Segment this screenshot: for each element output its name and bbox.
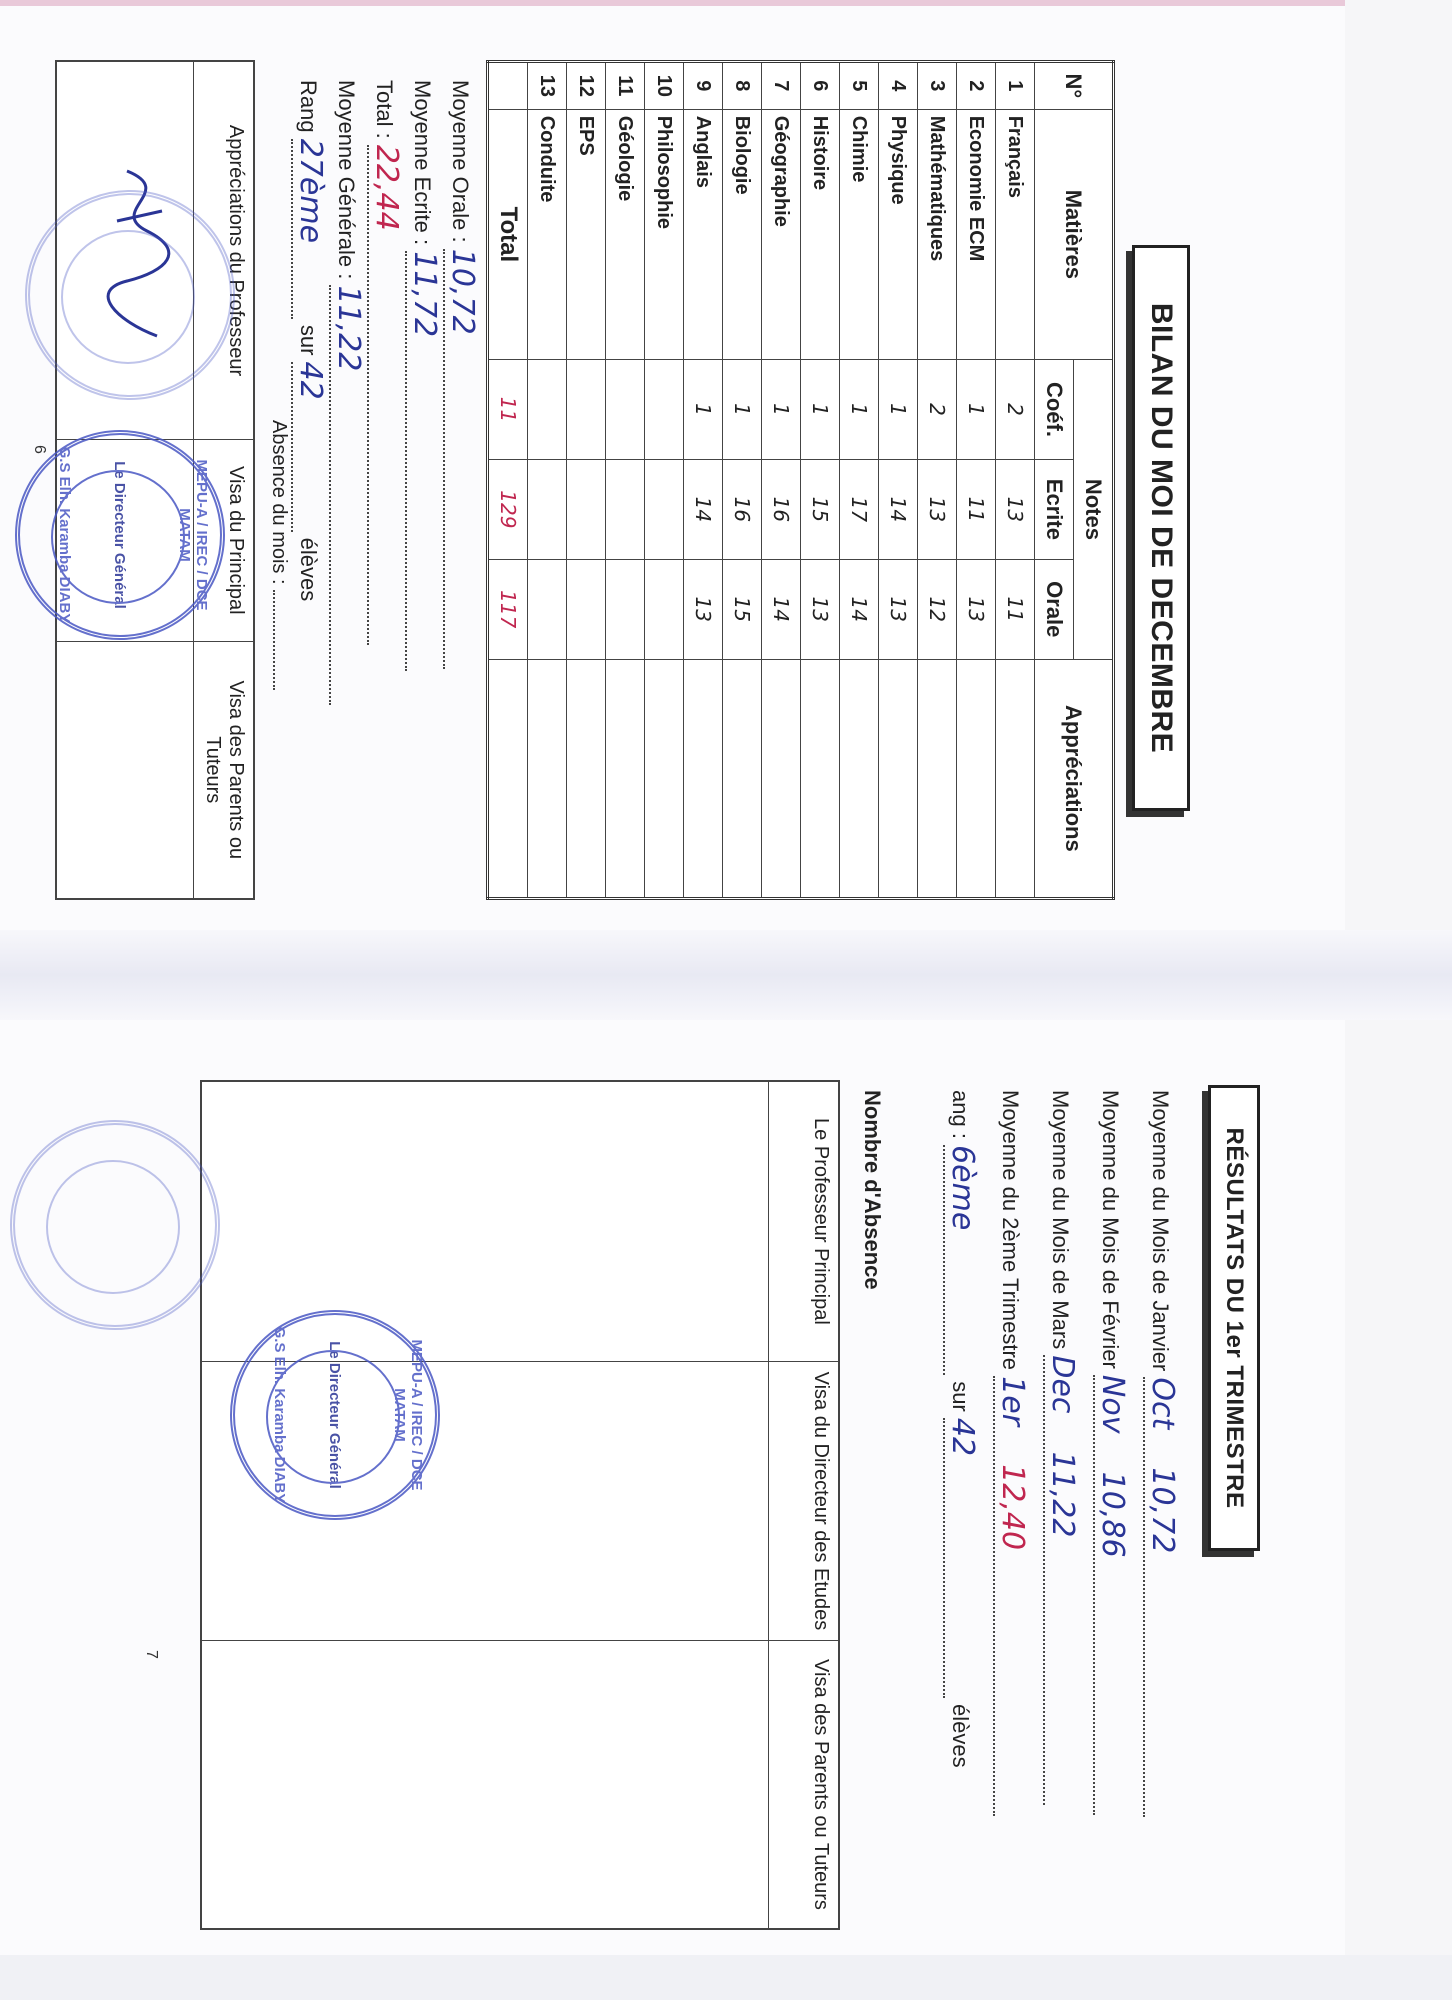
stamp-center-text: Le Directeur Général	[111, 461, 128, 609]
total-orale: 117	[488, 559, 528, 659]
stamp2-ring-text: MEPU-A / IREC / DCE MATAM	[391, 1339, 425, 1491]
total-label: Total	[488, 109, 528, 359]
trim-value-4: 12,40	[995, 1464, 1030, 1551]
moyenne-orale-label: Moyenne Orale :	[448, 80, 473, 243]
row-orale: 12	[918, 559, 957, 659]
header-coef: Coéf.	[1035, 360, 1074, 460]
row-coef	[528, 360, 567, 460]
row-orale: 15	[723, 559, 762, 659]
december-title: BILAN DU MOI DE DECEMBRE	[1132, 245, 1190, 811]
row-subject: Biologie	[723, 109, 762, 359]
row-orale	[567, 559, 606, 659]
trimester-title: RÉSULTATS DU 1er TRIMESTRE	[1208, 1085, 1260, 1551]
rang-label: Rang	[296, 80, 321, 133]
total-line	[367, 80, 404, 645]
header-num: N°	[1035, 62, 1114, 110]
table-row	[996, 62, 1035, 899]
moyenne-ecrite-value: 11,72	[405, 251, 442, 671]
official-stamp-2	[230, 1310, 440, 1520]
bottom-margin	[0, 1955, 1452, 2000]
row-num: 10	[645, 62, 684, 110]
trim-eleves-label: élèves	[948, 1704, 973, 1768]
trim-value-3: 11,22	[1045, 1451, 1080, 1538]
total-row	[488, 62, 528, 899]
row-num: 7	[762, 62, 801, 110]
row-ecrite: 13	[918, 459, 957, 559]
table-row	[606, 62, 645, 899]
total-coef: 11	[488, 360, 528, 460]
row-ecrite	[645, 459, 684, 559]
row-coef	[645, 360, 684, 460]
trim-line-3	[1043, 1090, 1080, 1805]
row-orale: 11	[996, 559, 1035, 659]
trim-sig-parents-box	[201, 1640, 769, 1929]
table-row	[723, 62, 762, 899]
trim-line-1	[1143, 1090, 1180, 1817]
row-ecrite: 13	[996, 459, 1035, 559]
absence-label: Absence du mois :	[268, 420, 290, 585]
row-ecrite	[606, 459, 645, 559]
row-appreciation	[567, 659, 606, 898]
row-num: 9	[684, 62, 723, 110]
row-ecrite: 14	[879, 459, 918, 559]
row-coef: 1	[840, 360, 879, 460]
row-appreciation	[801, 659, 840, 898]
row-num: 1	[996, 62, 1035, 110]
total-ecrite: 129	[488, 459, 528, 559]
trim-rang-label: ang :	[948, 1090, 973, 1139]
row-coef: 1	[801, 360, 840, 460]
row-ecrite: 16	[762, 459, 801, 559]
header-subject: Matières	[1035, 109, 1114, 359]
page-number: 6	[31, 445, 48, 454]
stamp-bottom-text: G.S Elh. Karamba DIABY	[56, 446, 73, 624]
row-subject: Géologie	[606, 109, 645, 359]
header-appreciations: Appréciations	[1035, 659, 1114, 898]
row-appreciation	[528, 659, 567, 898]
trimester-page	[50, 1080, 1270, 1930]
header-ecrite: Ecrite	[1035, 459, 1074, 559]
row-subject: Histoire	[801, 109, 840, 359]
row-orale	[606, 559, 645, 659]
row-ecrite: 15	[801, 459, 840, 559]
sig-principal-label: Visa du Principal	[194, 440, 254, 642]
row-orale	[645, 559, 684, 659]
trim-line-2	[1093, 1090, 1130, 1815]
table-row	[918, 62, 957, 899]
row-ecrite: 16	[723, 459, 762, 559]
row-coef: 1	[723, 360, 762, 460]
sig-parents-label: Visa des Parents ou Tuteurs	[194, 641, 254, 899]
row-orale: 13	[879, 559, 918, 659]
row-appreciation	[918, 659, 957, 898]
faint-stamp-imprint	[25, 190, 235, 400]
row-orale: 14	[840, 559, 879, 659]
row-ecrite	[567, 459, 606, 559]
row-coef: 1	[762, 360, 801, 460]
row-coef	[606, 360, 645, 460]
row-num: 12	[567, 62, 606, 110]
row-num: 13	[528, 62, 567, 110]
page-number-7: 7	[143, 1650, 160, 1659]
row-ecrite	[528, 459, 567, 559]
trim-value-1: 10,72	[1145, 1467, 1180, 1554]
grades-table	[486, 60, 1115, 900]
row-subject: Chimie	[840, 109, 879, 359]
row-subject: EPS	[567, 109, 606, 359]
trim-sig-professeur-label: Le Professeur Principal	[769, 1081, 839, 1361]
trim-label-1: Moyenne du Mois de Janvier	[1148, 1090, 1173, 1372]
trim-line-4	[993, 1090, 1030, 1816]
row-appreciation	[996, 659, 1035, 898]
december-page	[31, 60, 1210, 900]
trim-sig-directeur-label: Visa du Directeur des Etudes	[769, 1361, 839, 1640]
table-row	[957, 62, 996, 899]
row-appreciation	[957, 659, 996, 898]
trim-label-2: Moyenne du Mois de Février	[1098, 1090, 1123, 1369]
row-appreciation	[684, 659, 723, 898]
row-subject: Philosophie	[645, 109, 684, 359]
row-orale	[528, 559, 567, 659]
row-appreciation	[606, 659, 645, 898]
row-num: 4	[879, 62, 918, 110]
row-coef	[567, 360, 606, 460]
moyenne-generale-label: Moyenne Générale :	[334, 80, 359, 280]
row-ecrite: 11	[957, 459, 996, 559]
trim-label-3: Moyenne du Mois de Mars	[1048, 1090, 1073, 1350]
moyenne-orale-line	[443, 80, 480, 669]
row-appreciation	[723, 659, 762, 898]
trim-sur-label: sur	[948, 1381, 973, 1412]
table-row	[801, 62, 840, 899]
nombre-absence-label: Nombre d'Absence	[860, 1090, 885, 1290]
row-coef: 2	[918, 360, 957, 460]
grade-rows	[528, 62, 1035, 899]
table-row	[567, 62, 606, 899]
table-row	[528, 62, 567, 899]
header-notes: Notes	[1074, 360, 1114, 660]
row-ecrite: 14	[684, 459, 723, 559]
eleves-label: élèves	[296, 537, 321, 602]
row-appreciation	[879, 659, 918, 898]
sig-parents-box	[56, 641, 194, 899]
row-orale: 14	[762, 559, 801, 659]
row-num: 8	[723, 62, 762, 110]
row-subject: Conduite	[528, 109, 567, 359]
table-row	[762, 62, 801, 899]
row-num: 3	[918, 62, 957, 110]
rang-line	[291, 80, 328, 601]
table-row	[840, 62, 879, 899]
table-row	[879, 62, 918, 899]
row-coef: 1	[879, 360, 918, 460]
row-orale: 13	[801, 559, 840, 659]
row-num: 6	[801, 62, 840, 110]
row-subject: Anglais	[684, 109, 723, 359]
sig-professeur-label: Appréciations du Professeur	[194, 61, 254, 440]
official-stamp	[15, 430, 225, 640]
row-num: 5	[840, 62, 879, 110]
trim-month-4: 1er	[995, 1376, 1030, 1427]
moyenne-generale-value: 11,22	[329, 285, 366, 705]
table-row	[684, 62, 723, 899]
row-subject: Economie ECM	[957, 109, 996, 359]
trim-month-1: Oct	[1145, 1377, 1180, 1430]
row-subject: Mathématiques	[918, 109, 957, 359]
trim-effectif-value: 42	[943, 1418, 980, 1698]
page-edge	[0, 0, 1452, 6]
row-coef: 1	[684, 360, 723, 460]
absence-line	[267, 420, 290, 690]
effectif-value: 42	[291, 362, 328, 532]
total-summary-label: Total :	[372, 80, 397, 139]
trim-rang-value: 6ème	[943, 1145, 980, 1375]
moyenne-orale-value: 10,72	[443, 249, 480, 669]
row-coef: 2	[996, 360, 1035, 460]
table-row	[645, 62, 684, 899]
row-orale: 13	[684, 559, 723, 659]
total-summary-value: 22,44	[367, 145, 404, 645]
stamp2-center-text: Le Directeur Général	[326, 1341, 343, 1489]
trim-rang-line	[943, 1090, 980, 1768]
sur-label: sur	[296, 324, 321, 356]
row-appreciation	[840, 659, 879, 898]
row-subject: Physique	[879, 109, 918, 359]
page-fold	[0, 930, 1452, 1020]
row-coef: 1	[957, 360, 996, 460]
moyenne-ecrite-label: Moyenne Ecrite :	[410, 80, 435, 246]
trim-label-4: Moyenne du 2ème Trimestre	[998, 1090, 1023, 1371]
header-orale: Orale	[1035, 559, 1074, 659]
row-subject: Géographie	[762, 109, 801, 359]
trim-month-2: Nov	[1095, 1374, 1130, 1434]
row-appreciation	[762, 659, 801, 898]
row-subject: Français	[996, 109, 1035, 359]
row-num: 11	[606, 62, 645, 110]
moyenne-generale-line	[329, 80, 366, 705]
stamp2-bottom-text: G.S Elh. Karamba DIABY	[271, 1326, 288, 1504]
row-ecrite: 17	[840, 459, 879, 559]
rang-value: 27ème	[291, 139, 328, 319]
row-appreciation	[645, 659, 684, 898]
row-num: 2	[957, 62, 996, 110]
moyenne-ecrite-line	[405, 80, 442, 671]
faint-stamp-imprint-2	[10, 1120, 220, 1330]
trim-sig-parents-label: Visa des Parents ou Tuteurs	[769, 1640, 839, 1929]
trim-month-3: Dec	[1045, 1355, 1080, 1414]
trim-value-2: 10,86	[1095, 1471, 1130, 1558]
row-orale: 13	[957, 559, 996, 659]
stamp-ring-text: MEPU-A / IREC / DCE MATAM	[176, 459, 210, 611]
